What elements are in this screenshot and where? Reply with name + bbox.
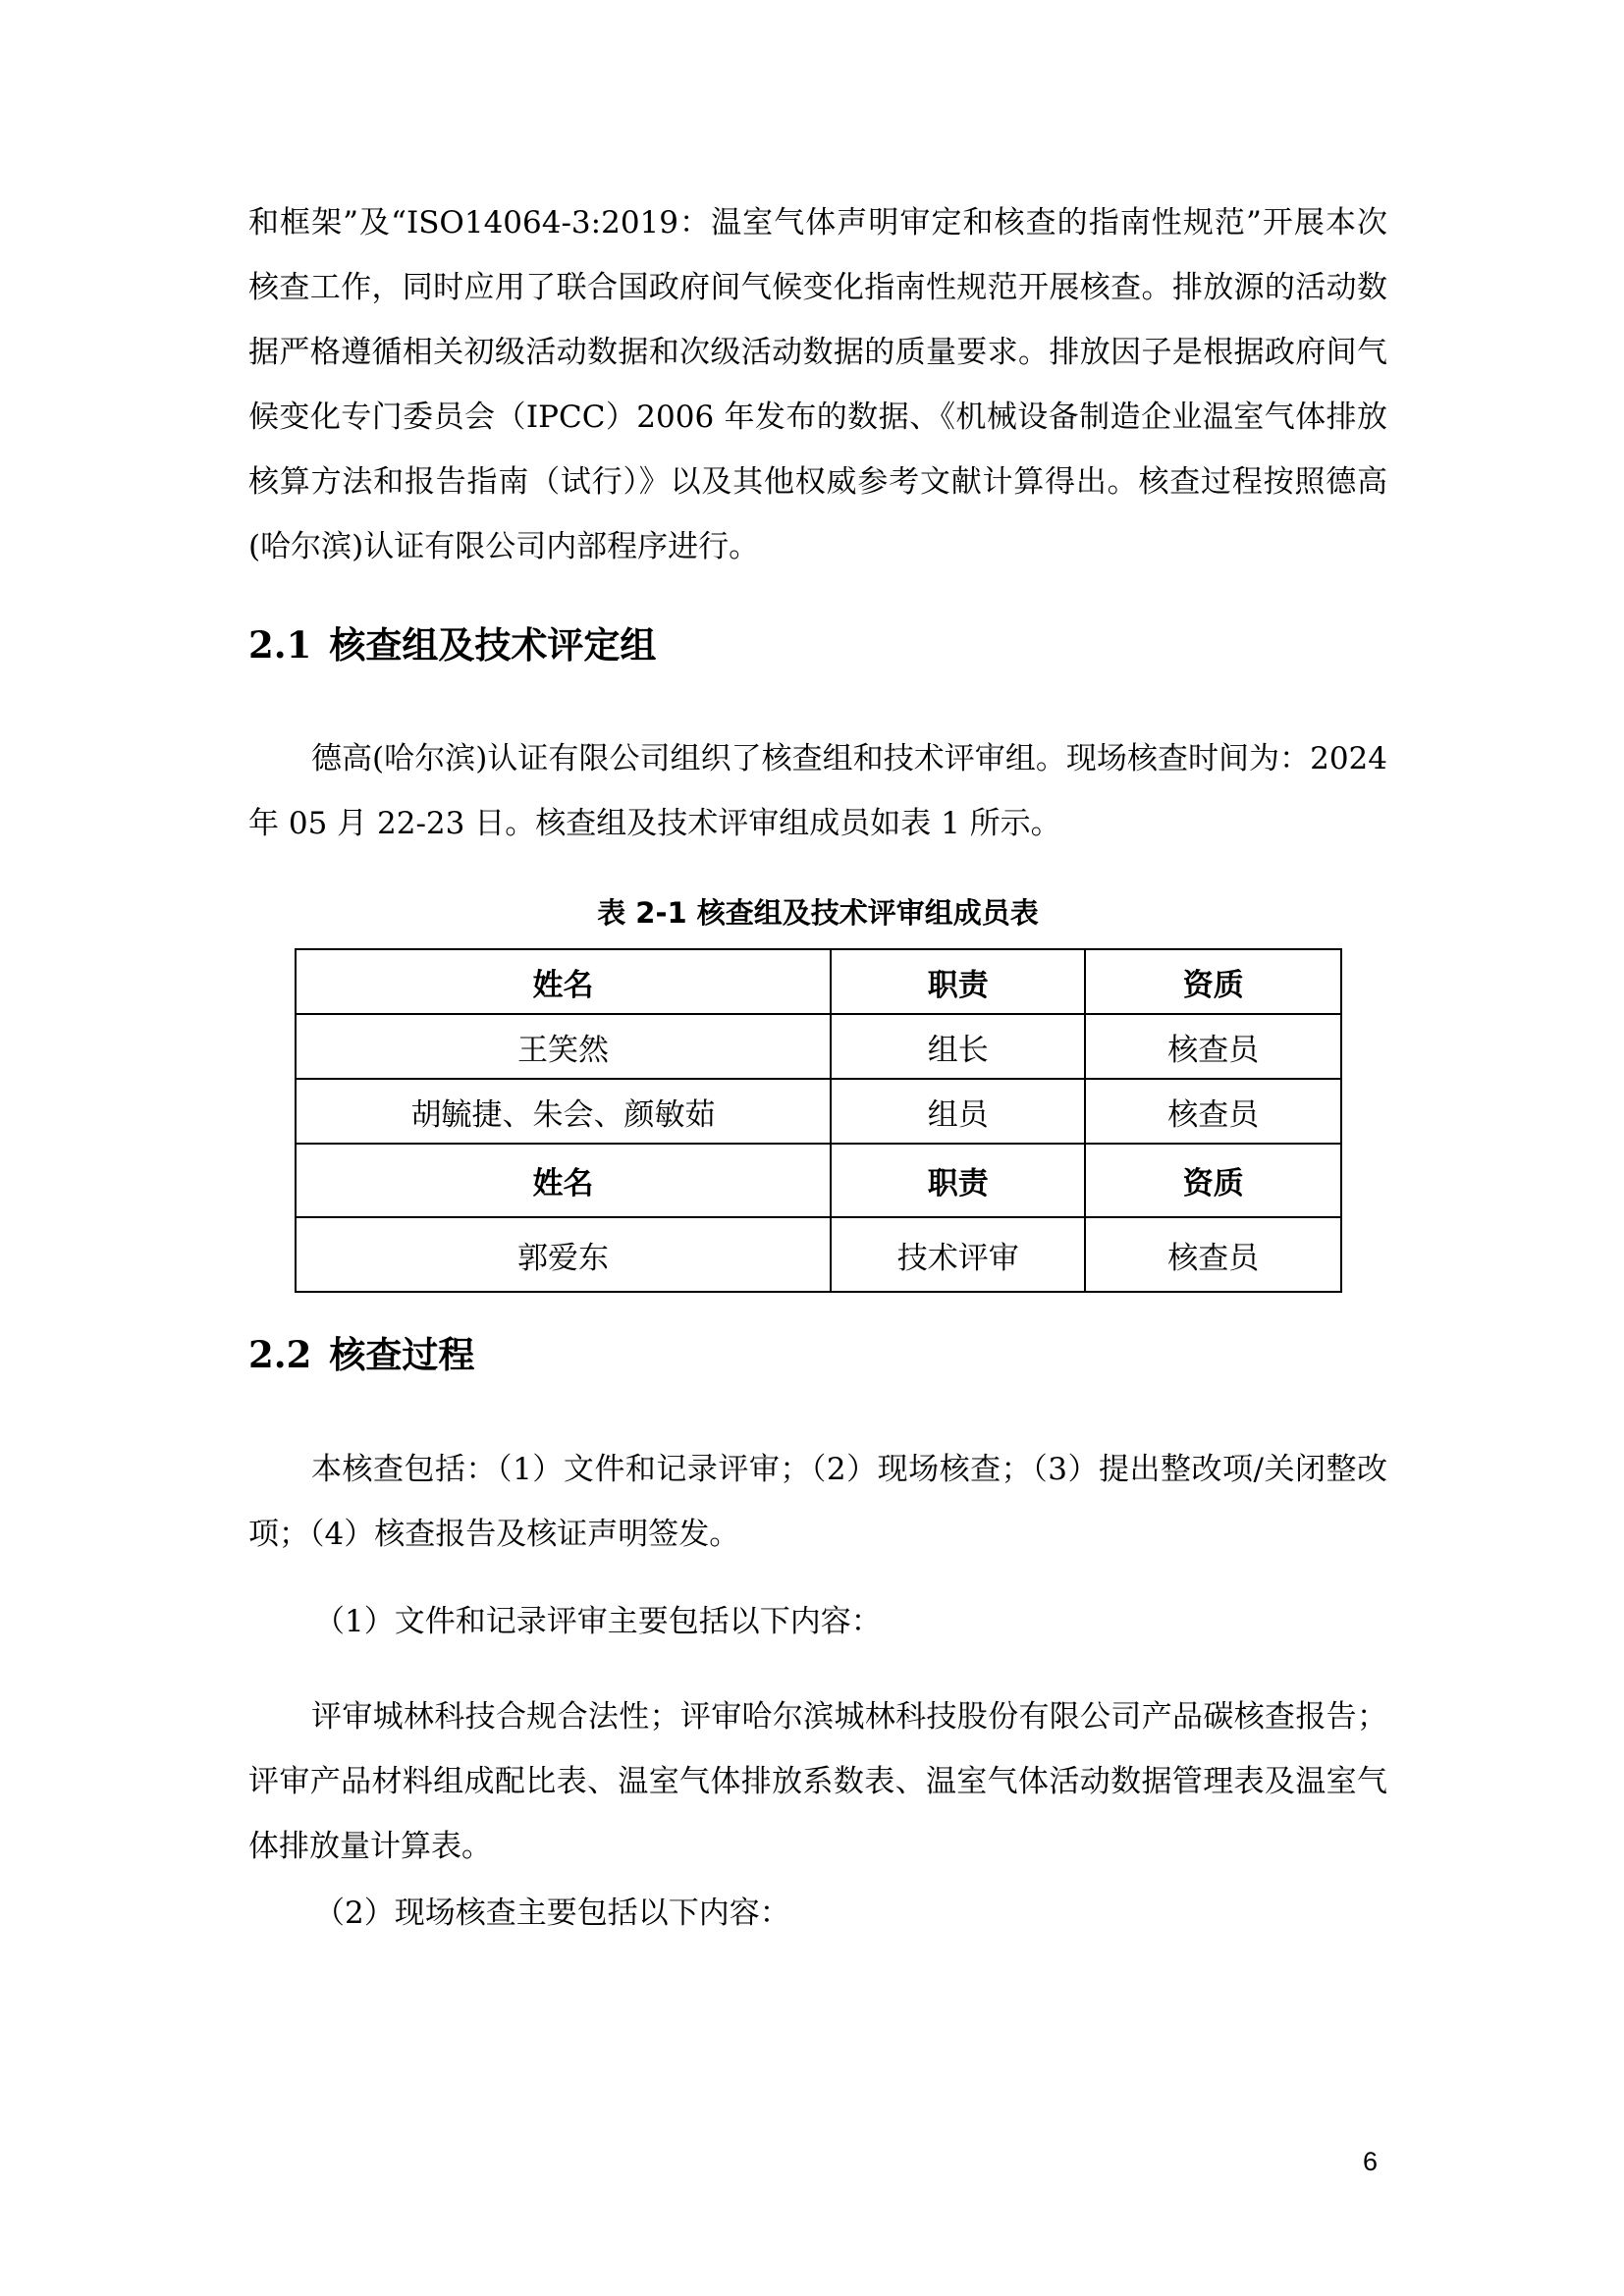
cell-role: 组长 — [831, 1014, 1086, 1079]
section-2-2-heading — [248, 1330, 474, 1380]
cell-name: 郭爱东 — [296, 1217, 831, 1292]
section-2-1-paragraph: 德高(哈尔滨)认证有限公司组织了核查组和技术评审组。现场核查时间为：2024 年 05 月 22-23 日。核查组及技术评审组成员如表 1 所示。 — [248, 741, 1387, 841]
item-1-heading: （1）文件和记录评审主要包括以下内容： — [314, 1604, 882, 1639]
item-1-body: 评审城林科技合规合法性；评审哈尔滨城林科技股份有限公司产品碳核查报告；评审产品材料组成配比表、温室气体排放系数表、温室气体活动数据管理表及温室气体排放量计算表。 — [248, 1699, 1387, 1864]
cell-qualification: 核查员 — [1085, 1217, 1341, 1292]
cell-qualification: 核查员 — [1085, 1079, 1341, 1144]
header-qualification: 资质 — [1085, 949, 1341, 1014]
members-table — [295, 948, 1342, 1293]
cell-name: 王笑然 — [296, 1014, 831, 1079]
intro-paragraph: 和框架”及“ISO14064-3:2019：温室气体声明审定和核查的指南性规范”开展本次核查工作，同时应用了联合国政府间气候变化指南性规范开展核查。排放源的活动数据严格遵循相关初级活动数据和次级活动数据的质量要求。排放因子是根据政府间气候变化专门委员会（IPCC）2006 年发布的数据、《机械设备制造企业温室气体排放核算方法和报告指南（试行）》以及其他权威参考文献计算得出。核查过程按照德高(哈尔滨)认证有限公司内部程序进行。 — [248, 205, 1387, 564]
header-name: 姓名 — [296, 949, 831, 1014]
section-2-1-title: 核查组及技术评定组 — [329, 624, 657, 667]
table-header-row — [296, 949, 1341, 1014]
item-2-heading: （2）现场核查主要包括以下内容： — [314, 1896, 790, 1931]
header-qualification: 资质 — [1085, 1144, 1341, 1217]
section-2-1-number: 2.1 — [248, 623, 312, 667]
section-2-1-heading — [248, 620, 656, 670]
section-2-2-number: 2.2 — [248, 1333, 312, 1376]
header-name: 姓名 — [296, 1144, 831, 1217]
header-role: 职责 — [831, 949, 1086, 1014]
table-row — [296, 1217, 1341, 1292]
page-number: 6 — [1363, 2147, 1379, 2176]
section-2-2-paragraph: 本核查包括：（1）文件和记录评审；（2）现场核查；（3）提出整改项/关闭整改项；（4）核查报告及核证声明签发。 — [248, 1452, 1387, 1552]
cell-name: 胡毓捷、朱会、颜敏茹 — [296, 1079, 831, 1144]
table-row — [296, 1014, 1341, 1079]
table-header-row-2 — [296, 1144, 1341, 1217]
section-2-2-title: 核查过程 — [329, 1334, 475, 1376]
cell-role: 组员 — [831, 1079, 1086, 1144]
table-caption: 表 2-1 核查组及技术评审组成员表 — [597, 896, 1039, 930]
cell-qualification: 核查员 — [1085, 1014, 1341, 1079]
header-role: 职责 — [831, 1144, 1086, 1217]
table-row — [296, 1079, 1341, 1144]
cell-role: 技术评审 — [831, 1217, 1086, 1292]
